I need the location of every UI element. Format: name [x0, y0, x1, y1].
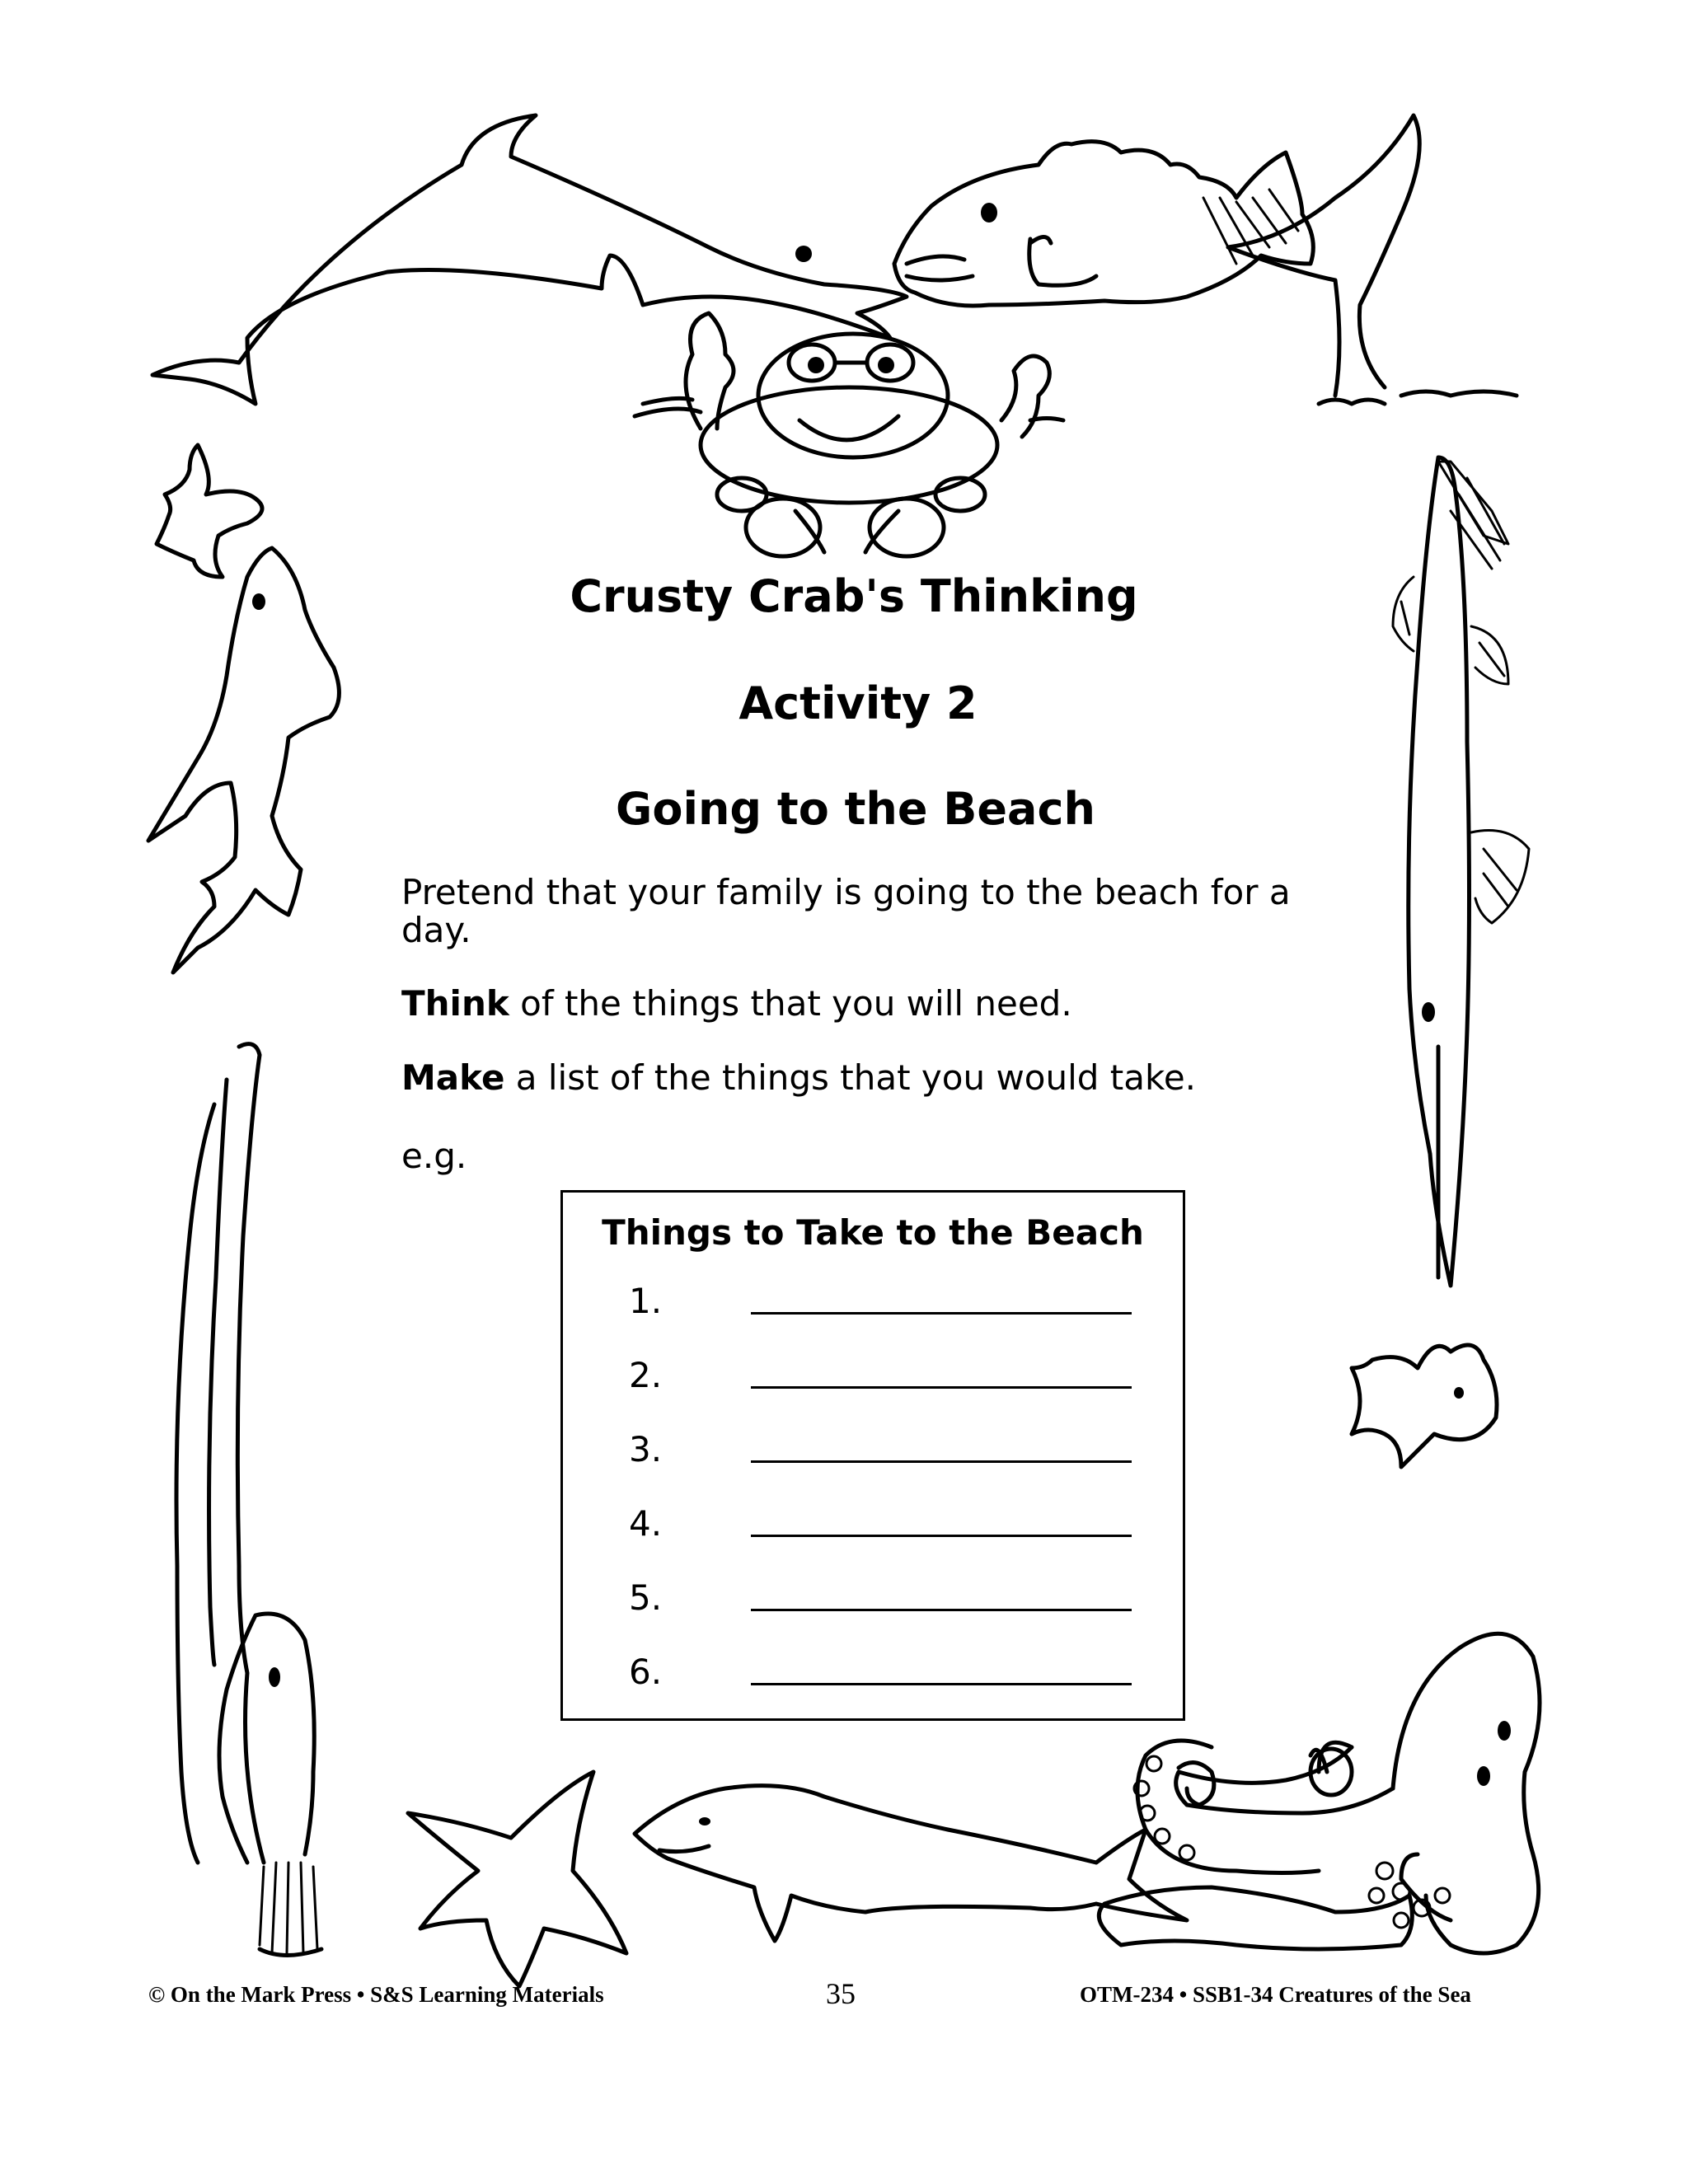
page-number: 35	[826, 1977, 856, 2010]
list-title: Things to Take to the Beach	[602, 1212, 1144, 1253]
fish-illustration	[894, 142, 1313, 306]
make-keyword: Make	[401, 1057, 505, 1098]
answer-line[interactable]	[751, 1683, 1132, 1685]
think-text: of the things that you will need.	[509, 983, 1072, 1024]
list-row	[629, 1425, 1132, 1474]
answer-line[interactable]	[751, 1460, 1132, 1463]
topic-heading: Going to the Beach	[616, 783, 1095, 835]
think-keyword: Think	[401, 983, 509, 1024]
footer-series: OTM-234 • SSB1-34 Creatures of the Sea	[1080, 1982, 1471, 2007]
answer-line[interactable]	[751, 1609, 1132, 1611]
activity-heading: Activity 2	[738, 677, 978, 729]
angelfish-illustration	[1352, 1345, 1497, 1467]
make-paragraph	[401, 1059, 1196, 1097]
list-row	[629, 1499, 1132, 1549]
crab-illustration	[635, 313, 1063, 556]
make-text: a list of the things that you would take.	[504, 1057, 1197, 1098]
list-number: 5.	[629, 1577, 663, 1618]
example-label: e.g.	[401, 1136, 467, 1176]
think-paragraph	[401, 985, 1072, 1023]
list-number: 6.	[629, 1652, 663, 1692]
list-row	[629, 1277, 1132, 1326]
list-number: 2.	[629, 1355, 663, 1395]
dolphin-illustration	[152, 115, 907, 404]
answer-line[interactable]	[751, 1535, 1132, 1537]
list-row	[629, 1351, 1132, 1400]
main-title: Crusty Crab's Thinking	[570, 570, 1138, 622]
beach-list-box	[560, 1190, 1185, 1721]
answer-line[interactable]	[751, 1312, 1132, 1315]
eel-illustration	[176, 1044, 321, 1956]
whale-illustration	[635, 1786, 1187, 1941]
list-number: 3.	[629, 1429, 663, 1469]
list-row	[629, 1573, 1132, 1623]
footer-publisher: © On the Mark Press • S&S Learning Materials	[148, 1982, 604, 2007]
list-row	[629, 1647, 1132, 1697]
starfish-illustration	[157, 445, 262, 577]
list-number: 4.	[629, 1503, 663, 1544]
list-number: 1.	[629, 1281, 663, 1321]
answer-line[interactable]	[751, 1386, 1132, 1389]
starfish-bottom-illustration	[408, 1772, 626, 1986]
intro-paragraph: Pretend that your family is going to the beach for a day.	[401, 872, 1291, 950]
